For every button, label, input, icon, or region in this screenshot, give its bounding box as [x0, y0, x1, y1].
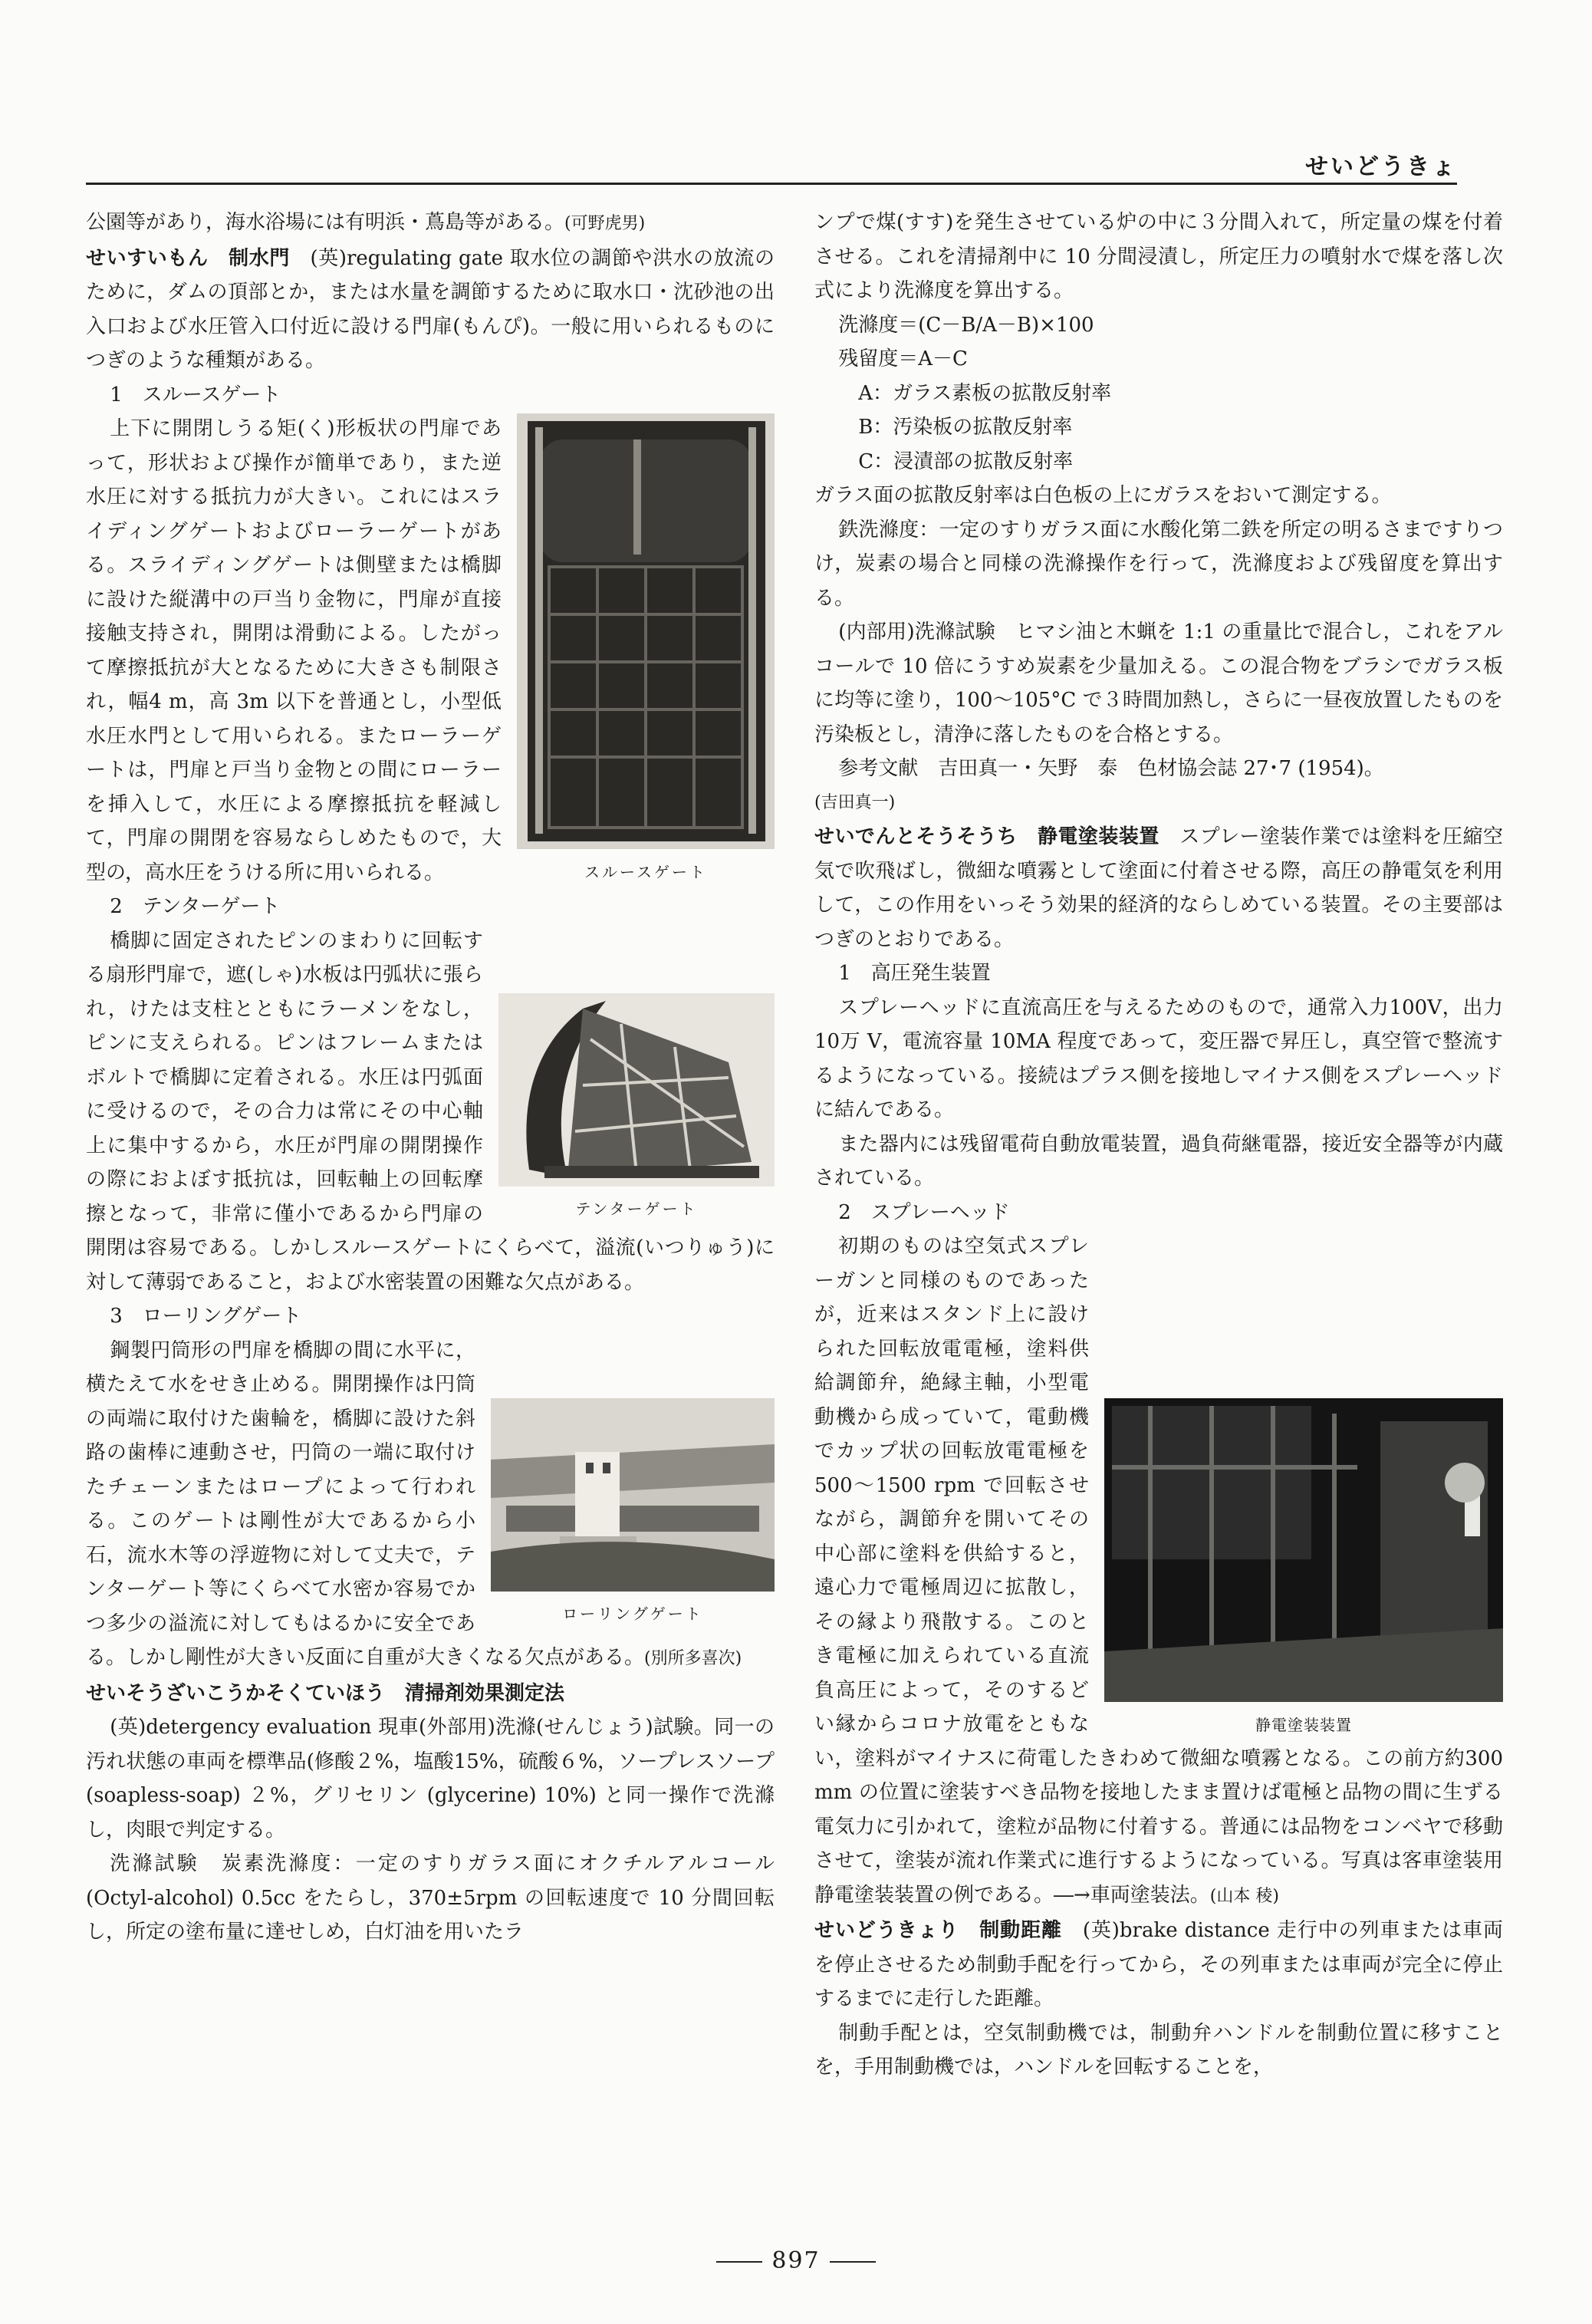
left-column: [86, 206, 775, 1950]
section-title: 2 スプレーヘッド: [838, 1200, 1010, 1224]
entry-seisuimon: せいすいもん 制水門 (英)regulating gate 取水位の調節や洪水の放流のために，ダムの頂部とか，または水量を調節するために取水口・沈砂池の出入口および水圧管入口付近に設ける門扉(もんぴ)。一般に用いられるものにつぎのような種類がある。: [86, 246, 775, 372]
paragraph: (内部用)洗滌試験 ヒマシ油と木蝋を 1:1 の重量比で混合し，これをアルコールで 10 倍にうすめ炭素を少量加える。この混合物をブラシでガラス板に均等に塗り，100～105°C で３時間加熱し，さらに一昼夜放置したものを汚染板とし，清浄に落したものを合格とする。: [814, 621, 1503, 746]
reference: 参考文献 吉田真一・矢野 泰 色材協会誌 27･7 (1954)。: [838, 757, 1384, 780]
section-title: 1 高圧発生装置: [838, 962, 991, 985]
section-body: また器内には残留電荷自動放電装置，過負荷継電器，接近安全器等が内蔵されている。: [814, 1132, 1503, 1190]
paragraph: 洗滌試験 炭素洗滌度：一定のすりガラス面にオクチルアルコール (Octyl-alcohol) 0.5cc をたらし，370±5rpm の回転速度で 10 分間回転し，所定の塗布量に達せしめ，白灯油を用いたラ: [86, 1852, 775, 1944]
section-body: 鋼製円筒形の門扉を橋脚の間に水平に，横たえて水をせき止める。開閉操作は円筒の両端に取付けた歯輪を，橋脚に設けた斜路の歯棒に連動させ，円筒の一端に取付けたチェーンまたはロープによって行われる。このゲートは剛性が大であるから小石，流水木等の浮遊物に対して丈夫で，テンターゲート等にくらべて水密か容易でかつ多少の溢流に対してもはるかに安全である。しかし剛性が大きい反面に自重が大きくなる欠点がある。(別所多喜次): [86, 1338, 742, 1669]
figure-rolling-gate: [491, 1398, 775, 1626]
paragraph: 公園等があり，海水浴場には有明浜・蔦島等がある。(可野虎男): [86, 211, 646, 234]
section-title: 2 テンターゲート: [110, 895, 281, 918]
section-title: 3 ローリングゲート: [110, 1305, 302, 1328]
paragraph: 制動手配とは，空気制動機では，制動弁ハンドルを制動位置に移すことを，手用制動機では，ハンドルを回転することを，: [814, 2021, 1503, 2079]
author-credit: (山本 稜): [1209, 1886, 1279, 1906]
rolling-gate-photo: [491, 1398, 775, 1592]
section-title: 1 スルースゲート: [110, 383, 281, 407]
figure-caption: テンターゲート: [575, 1200, 698, 1218]
paragraph: ガラス面の拡散反射率は白色板の上にガラスをおいて測定する。: [814, 484, 1392, 507]
right-column: [814, 206, 1503, 2085]
paragraph: 鉄洗滌度：一定のすりガラス面に水酸化第二鉄を所定の明るさまですりつけ，炭素の場合と同様の洗滌操作を行って，洗滌度および残留度を算出する。: [814, 518, 1503, 610]
entry-headword: せいどうきょり 制動距離: [814, 1919, 1062, 1942]
figure-sluice-gate: [517, 413, 775, 884]
electrostatic-painting-photo: [1104, 1398, 1503, 1702]
figure-caption: スルースゲート: [584, 862, 707, 881]
paragraph: ンプで煤(すす)を発生させている炉の中に３分間入れて，所定量の煤を付着させる。これを清掃剤中に 10 分間浸漬し，所定圧力の噴射水で煤を落し次式により洗滌度を算出する。: [814, 211, 1503, 302]
sluice-gate-photo: [517, 413, 775, 849]
page-number: 897: [0, 2247, 1592, 2274]
entry-seidoukyori: せいどうきょり 制動距離 (英)brake distance 走行中の列車または車両を停止させるため制動手配を行ってから，その列車または車両が完全に停止するまでに走行した距離。: [814, 1919, 1503, 2010]
entry-seisouzai: [86, 1677, 775, 1711]
section-body: 橋脚に固定されたピンのまわりに回転する扇形門扉で，遮(しゃ)水板は円弧状に張られ，けたは支柱とともにラーメンをなし，ピンに支えられる。ピンはフレームまたはボルトで橋脚に定着される。水圧は円弧面に受けるので，その合力は常にその中心軸上に集中するから，水圧が門扉の開閉操作の際におよぼす抵抗は，回転軸上の回転摩擦となって，非常に僅小であるから門扉の開閉は容易である。しかしスルースゲートにくらべて，溢流(いつりゅう)に対して薄弱であること，および水密装置の困難な欠点がある。: [86, 929, 775, 1294]
section-body: 初期のものは空気式スプレーガンと同様のものであったが，近来はスタンド上に設けられた回転放電電極，塗料供給調節弁，絶縁主軸，小型電動機から成っていて，電動機でカップ状の回転放電電極を 500～1500 rpm で回転させながら，調節弁を開いてその中心部に塗料を供給すると，遠心力で電極周辺に拡散し，その縁より飛散する。このとき電極に加えられている直流負高圧によって，そのするどい縁からコロナ放電をともない，塗料がマイナスに荷電したきわめて微細な噴霧となる。この前方約300 mm の位置に塗装すべき品物を接地したまま置けば電極と品物の間に生ずる電気力に引かれて，塗粒が品物に付着する。普通には品物をコンベヤで移動させて，塗装が流れ作業式に進行するようになっている。写真は客車塗装用静電塗装装置の例である。―→車両塗装法。(山本 稜): [814, 1235, 1503, 1907]
author-credit: (別所多喜次): [644, 1649, 742, 1668]
figure-tainter-gate: [498, 993, 775, 1221]
entry-seidentosouchi: せいでんとそうそうち 静電塗装装置 スプレー塗装作業では塗料を圧縮空気で吹飛ばし，微細な噴霧として塗面に付着させる際，高圧の静電気を利用して，この作用をいっそう効果的経済的ならしめている装置。その主要部はつぎのとおりである。: [814, 825, 1503, 951]
entry-headword: せいそうざいこうかそくていほう 清掃剤効果測定法: [86, 1681, 565, 1705]
running-head: せいどうきょ: [1305, 153, 1457, 180]
author-credit: (吉田真一): [814, 792, 896, 812]
formula: 洗滌度＝(C－B/A－B)×100: [838, 313, 1094, 337]
figure-caption: 静電塗装装置: [1255, 1715, 1352, 1734]
entry-headword: せいすいもん 制水門: [86, 246, 290, 270]
definition: A：ガラス素板の拡散反射率: [858, 381, 1112, 405]
tainter-gate-photo: [498, 993, 775, 1187]
entry-headword: せいでんとそうそうち 静電塗装装置: [814, 825, 1159, 848]
definition: B：汚染板の拡散反射率: [858, 416, 1073, 439]
definition: C：浸漬部の拡散反射率: [858, 449, 1074, 473]
figure-caption: ローリングゲート: [562, 1605, 703, 1623]
header-rule: [86, 183, 1457, 185]
author-credit: (可野虎男): [564, 214, 646, 233]
section-body: スプレーヘッドに直流高圧を与えるためのもので，通常入力100V，出力10万 V，電流容量 10MA 程度であって，変圧器で昇圧し，真空管で整流するようになっている。接続はプラス側を接地しマイナス側をスプレーヘッドに結んである。: [814, 996, 1503, 1121]
section-body: 上下に開閉しうる矩(く)形板状の門扉であって，形状および操作が簡単であり，また逆水圧に対する抵抗力が大きい。これにはスライディングゲートおよびローラーゲートがある。スライディングゲートは側壁または橋脚に設けた縦溝中の戸当り金物に，門扉が直接接触支持され，開閉は滑動による。したがって摩擦抵抗が大となるために大きさも制限され，幅4 m，高 3m 以下を普通とし，小型低水圧水門として用いられる。またローラーゲートは，門扉と戸当り金物との間にローラーを挿入して，水圧による摩擦抵抗を軽減して，門扉の開閉を容易ならしめたもので，大型の，高水圧をうける所に用いられる。: [86, 417, 502, 884]
entry-body: (英)detergency evaluation 現車(外部用)洗滌(せんじょう)試験。同一の汚れ状態の車両を標準品(修酸２%，塩酸15%，硫酸６%，ソープレスソープ (soapless-soap) ２%，グリセリン (glycerine) 10%) と同一操作で洗滌し，肉眼で判定する。: [86, 1716, 775, 1842]
figure-electrostatic-painter: [1104, 1398, 1503, 1736]
formula: 残留度＝A－C: [838, 347, 968, 370]
